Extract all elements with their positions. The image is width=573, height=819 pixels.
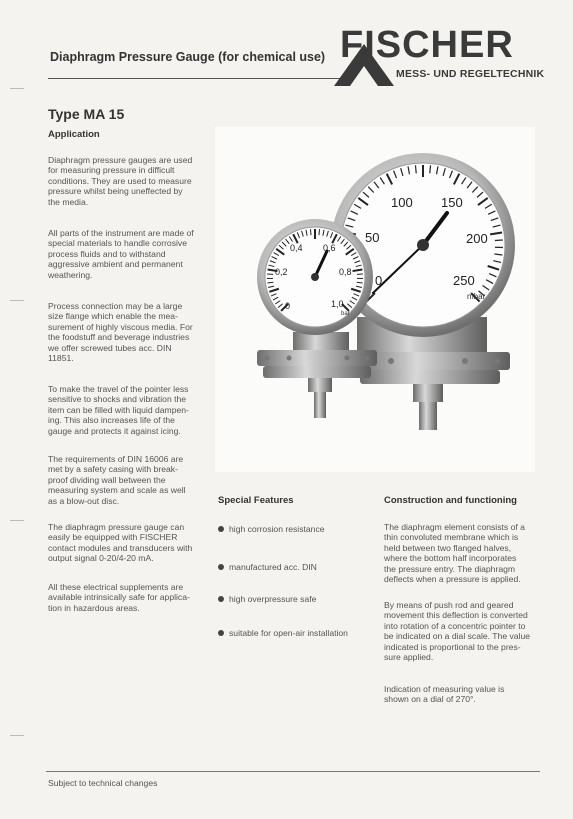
small-gauge-unit: bar bbox=[341, 311, 350, 317]
application-heading: Application bbox=[48, 129, 100, 140]
document-title: Diaphragm Pressure Gauge (for chemical use) bbox=[50, 50, 326, 64]
feature-item bbox=[218, 562, 317, 572]
bullet-icon bbox=[218, 526, 224, 532]
small-gauge-tick-08: 0,8 bbox=[339, 267, 352, 277]
construction-paragraph-1: The diaphragm element consists of a thin convoluted membrane which is held between two flanged halves, where the bottom half incorporates the pressure entry. The diaphragm deflects when a pressure is applied. bbox=[384, 522, 525, 585]
construction-paragraph-2: By means of push rod and geared movement this deflection is converted into rotation of a concentric pointer to be indicated on a dial scale. The value indicated is proportional to the pres- sure applied. bbox=[384, 600, 531, 663]
dial-tick bbox=[415, 165, 416, 173]
feature-text: high corrosion resistance bbox=[229, 524, 325, 534]
header-rule bbox=[48, 78, 348, 79]
bullet-icon bbox=[218, 596, 224, 602]
dial-tick bbox=[319, 229, 320, 235]
application-paragraph-6: The diaphragm pressure gauge can easily be equipped with FISCHER contact modules and transducers with output signal 0-20/4-20 mA. bbox=[48, 522, 193, 564]
dial-tick bbox=[310, 229, 311, 235]
small-gauge-tick-0: 0 bbox=[285, 301, 291, 311]
application-paragraph-2: All parts of the instrument are made of special materials to handle corrosive process fluids and to withstand aggressive ambient and permanent weathering. bbox=[48, 228, 194, 280]
large-gauge-tick-100: 100 bbox=[391, 195, 413, 210]
bullet-icon bbox=[218, 564, 224, 570]
feature-item bbox=[218, 524, 325, 534]
large-gauge-tick-0: 0 bbox=[375, 273, 383, 288]
feature-text: manufactured acc. DIN bbox=[229, 562, 317, 572]
footer-text: Subject to technical changes bbox=[48, 778, 158, 788]
bullet-icon bbox=[218, 630, 224, 636]
gauges-photo bbox=[215, 127, 535, 472]
large-gauge-tick-50: 50 bbox=[365, 230, 380, 245]
large-gauge-tick-150: 150 bbox=[441, 195, 463, 210]
application-paragraph-7: All these electrical supplements are available intrinsically safe for applica- tion in hazardous areas. bbox=[48, 582, 190, 613]
margin-mark bbox=[10, 520, 24, 521]
small-gauge-tick-02: 0,2 bbox=[275, 267, 288, 277]
large-gauge-unit: mbar bbox=[467, 292, 486, 301]
gauges-illustration bbox=[215, 127, 535, 472]
margin-mark bbox=[10, 300, 24, 301]
application-paragraph-5: The requirements of DIN 16006 are met by a safety casing with break- proof dividing wall between the measuring system and scale as well as a blow-out disc. bbox=[48, 454, 186, 506]
application-paragraph-4: To make the travel of the pointer less sensitive to shocks and vibration the item can be filled with liquid dampen- ing. This also increases life of the gauge and protects it against icing. bbox=[48, 384, 189, 436]
type-title: Type MA 15 bbox=[48, 106, 125, 122]
small-gauge-tick-10: 1,0 bbox=[331, 299, 344, 309]
special-features-heading: Special Features bbox=[218, 495, 294, 506]
dial-tick bbox=[495, 240, 503, 241]
dial-tick bbox=[430, 165, 431, 173]
large-gauge-tick-250: 250 bbox=[453, 273, 475, 288]
large-gauge-tick-200: 200 bbox=[466, 231, 488, 246]
small-gauge-tick-06: 0,6 bbox=[323, 243, 336, 253]
feature-text: suitable for open-air installation bbox=[229, 628, 348, 638]
fischer-logo-word: FISCHER bbox=[340, 24, 514, 66]
margin-mark bbox=[10, 88, 24, 89]
construction-paragraph-3: Indication of measuring value is shown on a dial of 270°. bbox=[384, 684, 505, 705]
application-paragraph-3: Process connection may be a large size flange which enable the mea- surement of highly viscous media. For the foodstuff and beverage industries we offer screwed tubes acc. DIN 11851. bbox=[48, 301, 193, 364]
footer-rule bbox=[46, 771, 540, 772]
feature-item bbox=[218, 628, 348, 638]
feature-item bbox=[218, 594, 316, 604]
margin-mark bbox=[10, 735, 24, 736]
application-paragraph-1: Diaphragm pressure gauges are used for measuring pressure in difficult conditions. They are used to measure pressure whilst being uneffected by the media. bbox=[48, 155, 193, 207]
small-gauge-tick-04: 0,4 bbox=[290, 243, 303, 253]
feature-text: high overpressure safe bbox=[229, 594, 317, 604]
construction-heading: Construction and functioning bbox=[384, 495, 517, 506]
fischer-logo-subtitle: MESS- UND REGELTECHNIK bbox=[396, 68, 545, 80]
